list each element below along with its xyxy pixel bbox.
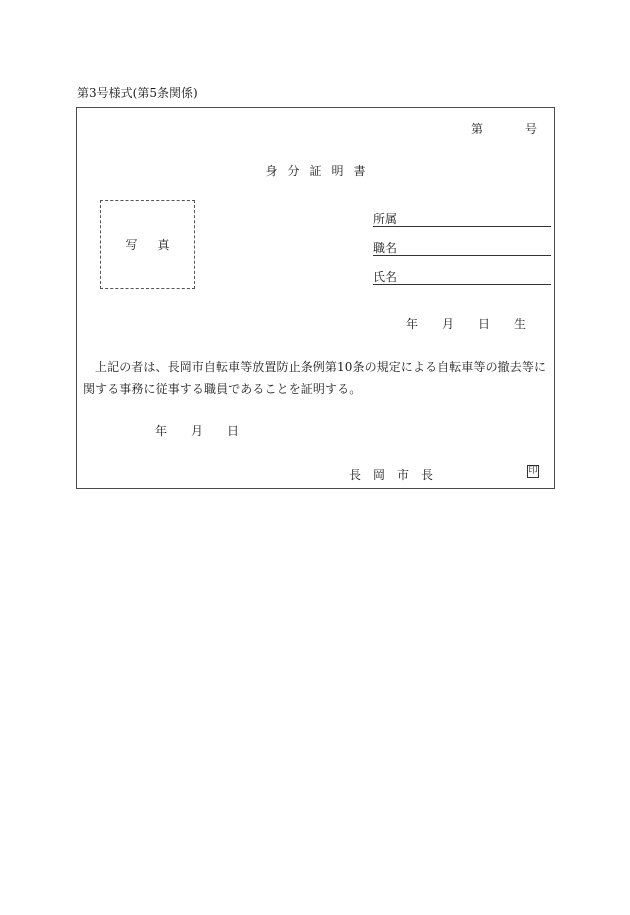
certificate-number [471,120,537,137]
id-certificate-card [76,107,555,489]
certification-statement: 上記の者は、長岡市自転車等放置防止条例第10条の規定による自転車等の撤去等に関する事務に従事する職員であることを証明する。 [83,360,547,396]
position-label: 職名 [373,241,398,255]
certificate-title: 身分証明書 [265,164,376,178]
name-field [373,270,551,285]
seal-stamp: 印 [528,466,538,476]
number-prefix: 第 [470,122,483,136]
birth-born: 生 [513,317,526,331]
birth-month: 月 [441,317,454,331]
issue-year: 年 [155,424,168,438]
issue-date-row [155,422,239,439]
birth-year: 年 [405,317,418,331]
number-suffix: 号 [524,122,537,136]
issuer-name: 長岡市長 [349,468,446,482]
name-label: 氏名 [373,270,398,284]
position-field [373,241,551,256]
photo-placeholder [100,200,195,289]
issue-month: 月 [191,424,204,438]
form-number-label: 第3号様式(第5条関係) [77,86,198,100]
photo-label: 写真 [125,238,190,252]
issue-day: 日 [227,424,240,438]
affiliation-field [373,212,551,227]
birth-date-row [406,315,526,332]
affiliation-label: 所属 [373,212,398,226]
birth-day: 日 [477,317,490,331]
